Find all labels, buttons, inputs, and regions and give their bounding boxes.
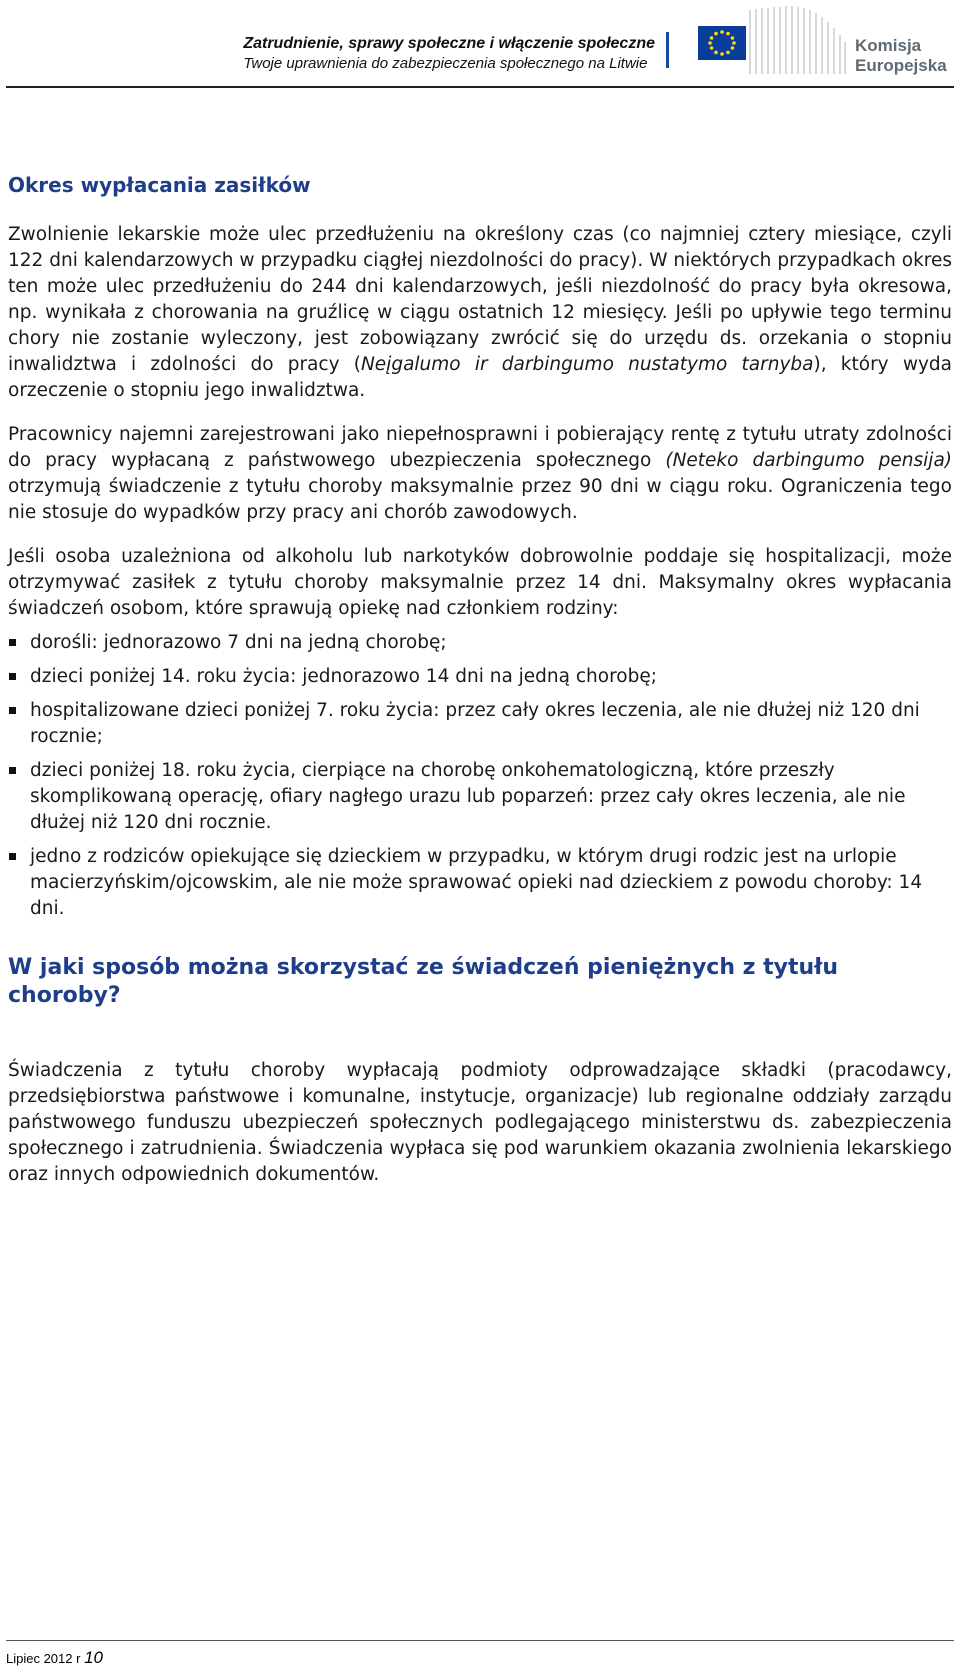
list-item-text: dzieci poniżej 18. roku życia, cierpiące na chorobę onkohematologiczną, które przeszły skomplikowaną operację, ofiary nagłego urazu lub poparzeń: przez cały okres leczenia, ale nie dłużej niż 120 dni rocznie. [30,760,906,833]
header-divider [666,32,669,68]
page-number: 10 [84,1648,103,1667]
pension-name: (Neteko darbingumo pensija) [665,450,952,471]
section-heading-payment-period: Okres wypłacania zasiłków [8,173,311,197]
paragraph-benefit-payers: Świadczenia z tytułu choroby wypłacają podmioty odprowadzające składki (pracodawcy, przedsiębiorstwa państwowe i komunalne, instytucje, organizacje) lub regionalne oddziały zarządu państwowego funduszu ubezpieczeń społecznych podlegającego ministerstwu ds. zabezpieczenia społecznego i zatrudnienia. Świadczenia wypłaca się pod warunkiem okazania zwolnienia lekarskiego oraz innych odpowiednich dokumentów. [8,1060,952,1185]
document-body [8,172,952,1188]
footer-date: Lipiec 2012 r [6,1651,81,1666]
care-period-list [8,630,952,922]
paragraph-disabled-employees [8,422,952,526]
logo-line-2: Europejska [855,56,947,75]
list-item [8,630,952,656]
square-bullet-icon [9,853,16,860]
european-commission-logo [690,4,950,82]
list-item [8,758,952,836]
header-subtitle: Twoje uprawnienia do zabezpieczenia społecznego na Litwie [243,55,648,72]
logo-text [855,36,947,76]
paragraph-text: Pracownicy najemni zarejestrowani jako niepełnosprawni i pobierający rentę z tytułu utraty zdolności do pracy wypłacaną z państwowego ubezpieczenia społecznego [8,424,952,471]
paragraph-addiction-hospitalization: Jeśli osoba uzależniona od alkoholu lub narkotyków dobrowolnie poddaje się hospitalizacji, może otrzymywać zasiłek z tytułu choroby maksymalnie przez 14 dni. Maksymalny okres wypłacania świadczeń osobom, które sprawują opiekę nad członkiem rodziny: [8,546,952,619]
paragraph-text: Zwolnienie lekarskie może ulec przedłużeniu na określony czas (co najmniej cztery miesiące, czyli 122 dni kalendarzowych w przypadku ciągłej niezdolności do pracy). W niektórych przypadkach okres ten może ulec przedłużeniu do 244 dni kalendarzowych, jeśli niezdolność do pracy była okresowa, np. wynikała z chorowania na gruźlicę w ciągu ostatnich 12 miesięcy. Jeśli po upływie tego terminu chory nie zostanie wyleczony, jest zobowiązany zwrócić się do urzędu ds. orzekania o stopniu inwalidztwa i zdolności do pracy ( [8,224,952,375]
section-heading-how-to-claim: W jaki sposób można skorzystać ze świadczeń pieniężnych z tytułu choroby? [8,955,838,1008]
square-bullet-icon [9,673,16,680]
page-footer [6,1640,954,1668]
page-header [0,0,960,90]
paragraph-sick-leave-extension [8,222,952,404]
square-bullet-icon [9,639,16,646]
list-item [8,844,952,922]
square-bullet-icon [9,767,16,774]
list-item-text: jedno z rodziców opiekujące się dzieckiem w przypadku, w którym drugi rodzic jest na urlopie macierzyńskim/ojcowskim, ale nie może sprawować opieki nad dzieckiem z powodu choroby: 14 dni. [30,846,923,919]
logo-line-1: Komisja [855,36,922,55]
square-bullet-icon [9,707,16,714]
berlaymont-emblem-icon [690,4,850,82]
list-item [8,698,952,750]
list-item-text: dzieci poniżej 14. roku życia: jednorazowo 14 dni na jedną chorobę; [30,666,657,687]
list-item [8,664,952,690]
institution-name: Neįgalumo ir darbingumo nustatymo tarnyba [360,354,814,375]
list-item-text: dorośli: jednorazowo 7 dni na jedną chorobę; [30,632,447,653]
header-text [243,34,655,74]
list-item-text: hospitalizowane dzieci poniżej 7. roku życia: przez cały okres leczenia, ale nie dłużej niż 120 dni rocznie; [30,700,920,747]
paragraph-text-end: ), który wyda orzeczenie o stopniu jego inwalidztwa. [8,354,953,401]
header-rule [6,86,954,88]
paragraph-text-end: otrzymują świadczenie z tytułu choroby maksymalnie przez 90 dni w ciągu roku. Ograniczenia tego nie stosuje do wypadków przy pracy ani chorób zawodowych. [8,476,952,523]
header-title: Zatrudnienie, sprawy społeczne i włączenie społeczne [243,35,655,52]
